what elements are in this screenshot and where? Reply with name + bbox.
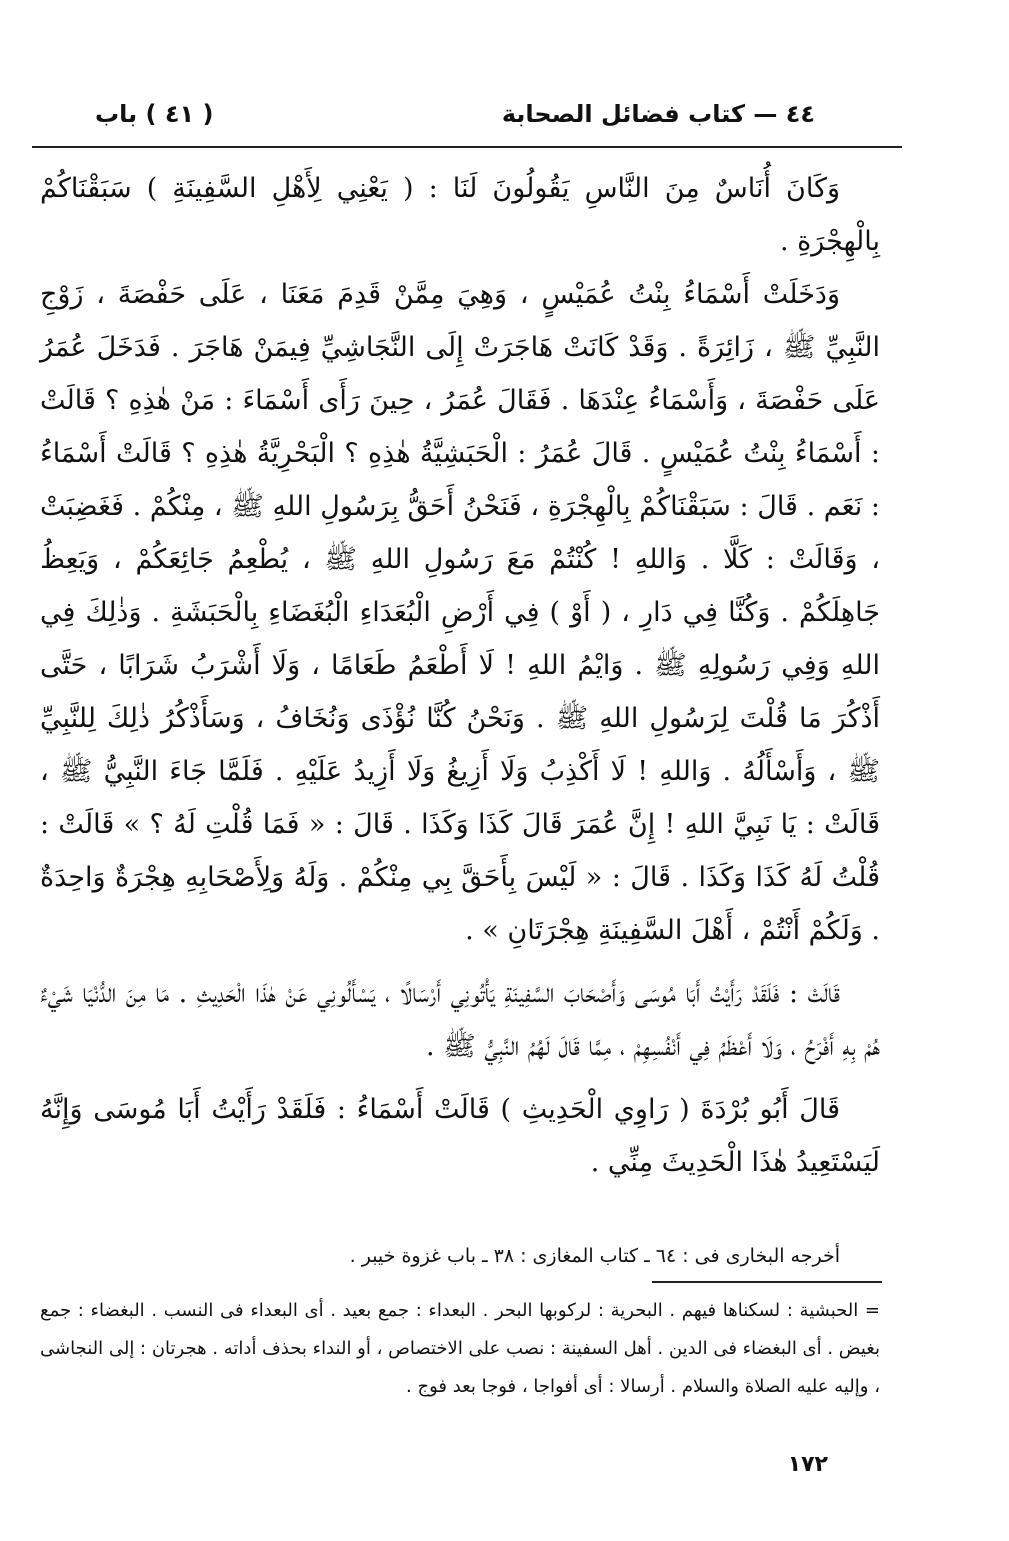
footnotes bbox=[40, 1292, 880, 1406]
main-text bbox=[40, 162, 880, 1189]
chapter-label: ( ٤١ ) باب bbox=[95, 100, 214, 128]
book-title: ٤٤ — كتاب فضائل الصحابة bbox=[501, 100, 815, 128]
source-reference: أخرجه البخارى فى : ٦٤ ـ كتاب المغازى : ٣٨ ـ باب غزوة خيبر . bbox=[349, 1245, 840, 1267]
paragraph: وَدَخَلَتْ أَسْمَاءُ بِنْتُ عُمَيْسٍ ، وَهِيَ مِمَّنْ قَدِمَ مَعَنَا ، عَلَى حَفْصَةَ ، زَوْجِ النَّبِيِّ ﷺ ، زَائِرَةً . وَقَدْ كَانَتْ هَاجَرَتْ إِلَى النَّجَاشِيِّ فِيمَنْ هَاجَرَ . فَدَخَلَ عُمَرُ عَلَى حَفْصَةَ ، وَأَسْمَاءُ عِنْدَهَا . فَقَالَ عُمَرُ ، حِينَ رَأَى أَسْمَاءَ : مَنْ هٰذِهِ ؟ قَالَتْ : أَسْمَاءُ بِنْتُ عُمَيْسٍ . قَالَ عُمَرُ : الْحَبَشِيَّةُ هٰذِهِ ؟ الْبَحْرِيَّةُ هٰذِهِ ؟ قَالَتْ أَسْمَاءُ : نَعَم . قَالَ : سَبَقْنَاكُمْ بِالْهِجْرَةِ ، فَنَحْنُ أَحَقُّ بِرَسُولِ اللهِ ﷺ ، مِنْكُمْ . فَغَضِبَتْ ، وَقَالَتْ : كَلَّا . وَاللهِ ! كُنْتُمْ مَعَ رَسُولِ اللهِ ﷺ ، يُطْعِمُ جَائِعَكُمْ ، وَيَعِظُ جَاهِلَكُمْ . وَكُنَّا فِي دَارِ ، ( أَوْ ) فِي أَرْضِ الْبُعَدَاءِ الْبُغَضَاءِ بِالْحَبَشَةِ . وَذٰلِكَ فِي اللهِ وَفِي رَسُولِهِ ﷺ . وَايْمُ اللهِ ! لَا أَطْعَمُ طَعَامًا ، وَلَا أَشْرَبُ شَرَابًا ، حَتَّى أَذْكُرَ مَا قُلْتَ لِرَسُولِ اللهِ ﷺ . وَنَحْنُ كُنَّا نُؤْذَى وَنُخَافُ ، وَسَأَذْكُرُ ذٰلِكَ لِلنَّبِيِّ ﷺ ، وَأَسْأَلُهُ . وَاللهِ ! لَا أَكْذِبُ وَلَا أَزِيغُ وَلَا أَزِيدُ عَلَيْهِ . فَلَمَّا جَاءَ النَّبِيُّ ﷺ ، قَالَتْ : يَا نَبِيَّ اللهِ ! إِنَّ عُمَرَ قَالَ كَذَا وَكَذَا . قَالَ : « فَمَا قُلْتِ لَهُ ؟ » قَالَتْ : قُلْتُ لَهُ كَذَا وَكَذَا . قَالَ : « لَيْسَ بِأَحَقَّ بِي مِنْكُمْ . وَلَهُ وَلِأَصْحَابِهِ هِجْرَةٌ وَاحِدَةٌ . وَلَكُمْ أَنْتُمْ ، أَهْلَ السَّفِينَةِ هِجْرَتَانِ » . bbox=[40, 279, 880, 946]
header-rule bbox=[32, 146, 902, 148]
paragraph: وَكَانَ أُنَاسٌ مِنَ النَّاسِ يَقُولُونَ لَنَا : ( يَعْنِي لِأَهْلِ السَّفِينَةِ ) سَبَقْنَاكُمْ بِالْهِجْرَةِ . bbox=[40, 173, 880, 257]
running-header bbox=[95, 96, 815, 136]
footnote-rule bbox=[652, 1281, 882, 1283]
footnote-text: = الحبشية : لسكناها فيهم . البحرية : لركوبها البحر . البعداء : جمع بعيد . أى البعداء فى النسب . البغضاء : جمع بغيض . أى البغضاء فى الدين . أهل السفينة : نصب على الاختصاص ، أو النداء بحذف أداته . هجرتان : إلى النجاشى ، وإليه عليه الصلاة والسلام . أرسالا : أى أفواجا ، فوجا بعد فوج . bbox=[40, 1300, 880, 1397]
paragraph: قَالَتْ : فَلَقَدْ رَأَيْتُ أَبَا مُوسَى وَأَصْحَابَ السَّفِينَةِ يَأْتُونِي أَرْسَالًا ، يَسْأَلُونِي عَنْ هٰذَا الْحَدِيثِ . مَا مِنَ الدُّنْيَا شَيْءٌ هُمْ بِهِ أَفْرَحُ ، وَلَا أَعْظَمُ فِي أَنْفُسِهِمْ ، مِمَّا قَالَ لَهُمُ النَّبِيُّ ﷺ . bbox=[40, 978, 880, 1062]
paragraph: قَالَ أَبُو بُرْدَةَ ( رَاوِي الْحَدِيثِ ) قَالَتْ أَسْمَاءُ : فَلَقَدْ رَأَيْتُ أَبَا مُوسَى وَإِنَّهُ لَيَسْتَعِيدُ هٰذَا الْحَدِيثَ مِنِّي . bbox=[40, 1094, 880, 1178]
page-number: ١٧٢ bbox=[787, 1452, 828, 1477]
